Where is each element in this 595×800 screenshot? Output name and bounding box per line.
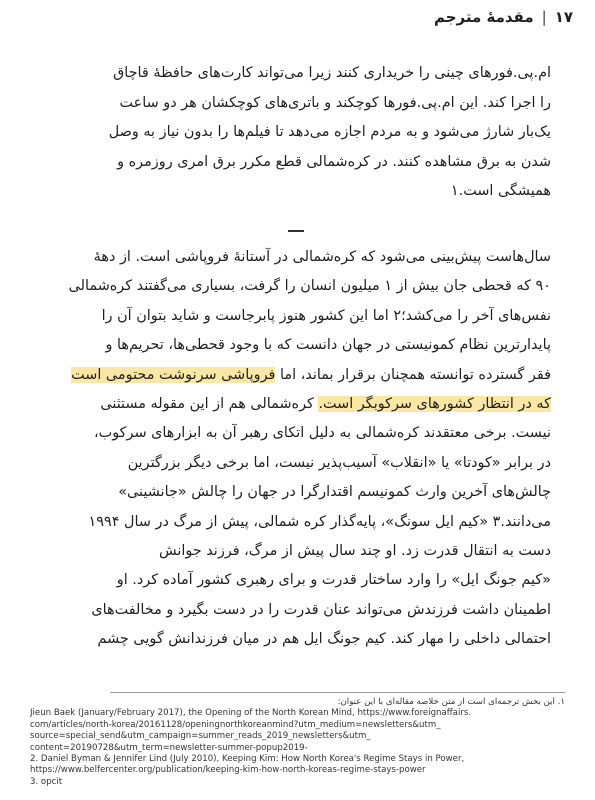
header-separator: | <box>541 8 547 26</box>
section-divider <box>288 230 304 232</box>
paragraph-line: نیست. برخی معتقدند کره‌شمالی به دلیل اتکای رهبر آن به ابزارهای سرکوب، <box>94 425 551 442</box>
paragraph-line: چالش‌های آخرین وارث کمونیسم اقتدارگرا در جهان را چالش «جانشینی» <box>118 484 551 501</box>
footnote-rule <box>110 692 565 693</box>
paragraph-line: همیشگی است.۱ <box>450 183 551 199</box>
paragraph-line: اطمینان داشت فرزندش می‌تواند عنان قدرت را در دست بگیرد و مخالفت‌های <box>91 601 551 618</box>
footnote-1-line: com/articles/north-korea/20161128/openingnorthkoreanmind?utm_medium=newsletters&utm_ <box>30 719 441 730</box>
highlighted-text: فروپاشی سرنوشت محتومی است <box>71 366 276 383</box>
paragraph-line: نفس‌های آخر را می‌کشد؛۲ اما این کشور هنوز پابرجاست و شاید بتوان آن را <box>101 307 551 324</box>
footnote-1-intro: ۱. این بخش ترجمه‌ای است از متن خلاصه مقاله‌ای با این عنوان: <box>337 697 565 707</box>
highlighted-text: که در انتظار کشورهای سرکوبگر است. <box>318 396 551 413</box>
page-number: ۱۷ <box>554 8 573 26</box>
paragraph-line: یک‌بار شارژ می‌شود و به مردم اجازه می‌دهد تا فیلم‌ها را بدون نیاز به وصل <box>108 124 551 140</box>
section-title: مقدمۀ مترجم <box>433 8 534 26</box>
footnote-1-line: source=special_send&utm_campaign=summer_reads_2019_newsletters&utm_ <box>30 731 371 742</box>
paragraph-line: را اجرا کند. این ام.پی.فورها کوچکند و باتری‌های کوچکشان هر دو ساعت <box>119 94 551 111</box>
paragraph-2 <box>44 243 551 655</box>
footnote-1-line: Jieun Baek (January/February 2017), the Opening of the North Korean Mind, https://www.foreignaffairs. <box>30 708 472 719</box>
paragraph-line <box>44 390 551 419</box>
paragraph-line: دست به انتقال قدرت زد. او چند سال پیش از مرگ، فرزند جوانش <box>159 543 551 560</box>
paragraph-line: «کیم جونگ ایل» را وارد ساختار قدرت و برای رهبری کشور آماده کرد. او <box>116 572 551 589</box>
line-text: فقر گسترده توانسته همچنان برقرار بماند، اما <box>275 366 551 383</box>
paragraph-line: ام.پی.فورهای چینی را خریداری کنند زیرا می‌تواند کارت‌های حافظۀ قاچاق <box>113 65 551 81</box>
footnote-1-line: content=20190728&utm_term=newsletter-summer-popup2019- <box>30 742 308 753</box>
paragraph-line <box>44 361 551 390</box>
line-text: کره‌شمالی هم از این مقوله مستثنی <box>100 396 319 413</box>
paragraph-1 <box>44 59 551 207</box>
footnotes <box>30 697 565 788</box>
footnote-2-line: https://www.belfercenter.org/publication/keeping-kim-how-north-koreas-regime-stays-power <box>30 765 426 776</box>
page-header <box>434 8 573 26</box>
paragraph-line: پایدارترین نظام کمونیستی در جهان دانست که با وجود قحطی‌ها، تحریم‌ها و <box>105 337 551 354</box>
footnote-3: 3. opcit <box>30 776 63 787</box>
footnote-2-line: 2. Daniel Byman & Jennifer Lind (July 2010), Keeping Kim: How North Korea's Regime Stays in Power, <box>30 754 465 765</box>
paragraph-line: احتمالی داخلی را مهار کند. کیم جونگ ایل هم در میان فرزندانش گویی چشم <box>97 631 551 648</box>
paragraph-line: شدن به برق مشاهده کنند. در کره‌شمالی قطع مکرر برق امری روزمره و <box>117 153 551 170</box>
paragraph-line: سال‌هاست پیش‌بینی می‌شود که کره‌شمالی در آستانۀ فروپاشی است. از دهۀ <box>93 249 551 265</box>
paragraph-line: می‌دانند.۳ «کیم ایل سونگ»، پایه‌گذار کره شمالی، پیش از مرگ در سال ۱۹۹۴ <box>88 513 551 530</box>
paragraph-line: در برابر «کودتا» یا «انقلاب» آسیب‌پذیر نیست، اما برخی دیگر بزرگترین <box>127 454 551 471</box>
paragraph-line: ۹۰ که قحطی جان بیش از ۱ میلیون انسان را گرفت، بسیاری می‌گفتند کره‌شمالی <box>68 278 551 295</box>
